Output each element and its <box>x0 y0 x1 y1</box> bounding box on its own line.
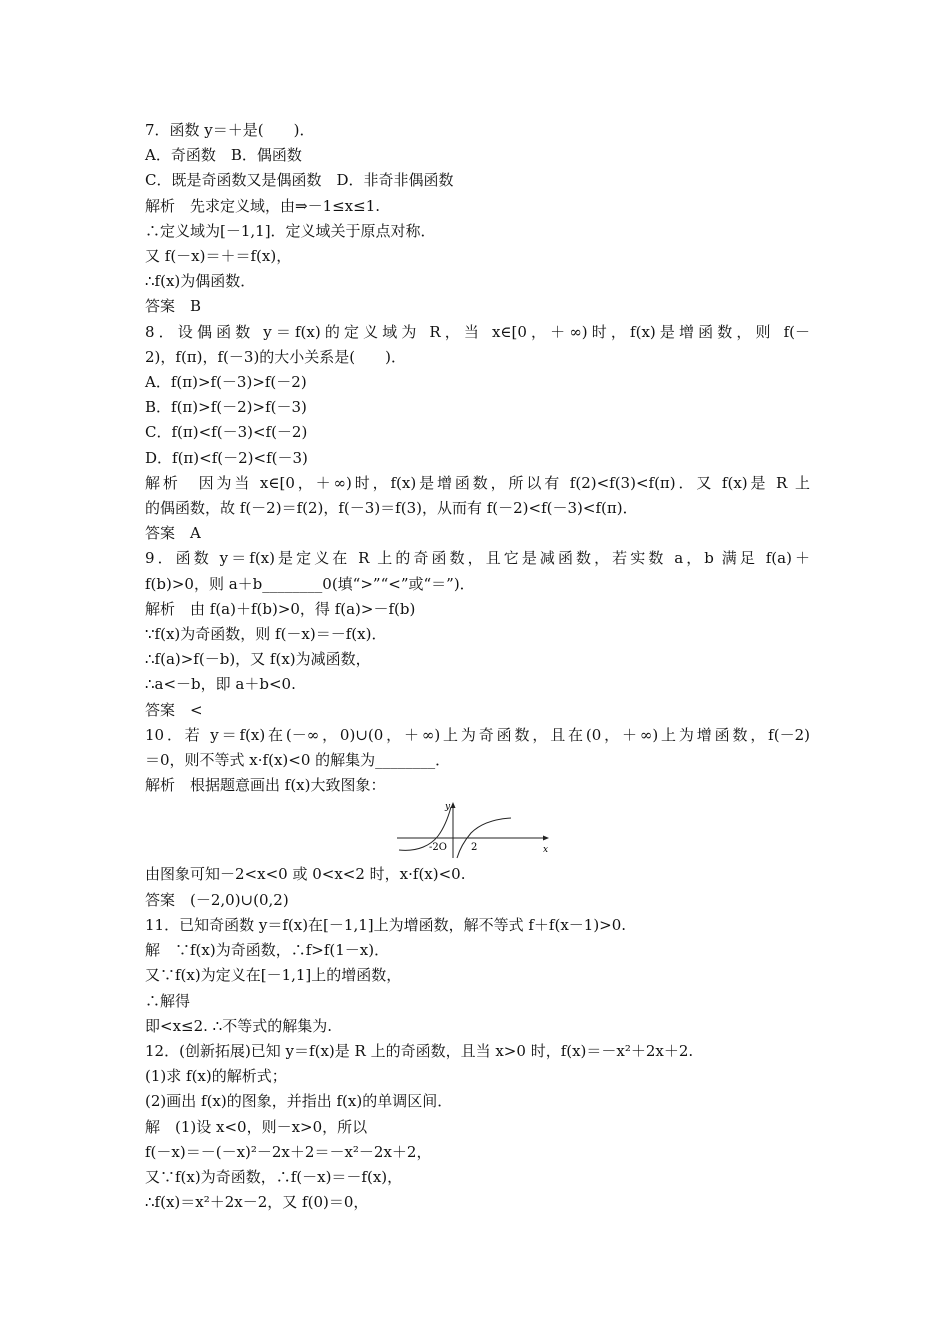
text-line: 解析 根据题意画出 f(x)大致图象： <box>145 776 386 795</box>
text-line: 解析 由 f(a)＋f(b)>0，得 f(a)>－f(b) <box>145 599 416 618</box>
y-axis-label: y <box>445 802 451 813</box>
text-line: 10．若 y＝f(x)在(－∞，0)∪(0，＋∞)上为奇函数，且在(0，＋∞)上为增函数，f(－2) <box>145 725 810 744</box>
text-line: 答案 (－2,0)∪(0,2) <box>145 890 289 909</box>
text-line: ∴定义域为[－1,1]．定义域关于原点对称． <box>145 221 436 240</box>
text-line: D．f(π)<f(－2)<f(－3) <box>145 448 308 467</box>
x-axis-label: x <box>543 845 549 856</box>
text-line: C．f(π)<f(－3)<f(－2) <box>145 423 308 442</box>
text-line: ∴解得 <box>145 991 191 1010</box>
text-block-part1 <box>145 118 810 798</box>
text-line: (2)画出 f(x)的图象，并指出 f(x)的单调区间． <box>145 1092 453 1111</box>
text-line: 7．函数 y＝＋是( )． <box>145 121 315 139</box>
text-block-part2 <box>145 862 810 1215</box>
text-line: ＝0，则不等式 x·f(x)<0 的解集为________． <box>145 751 451 770</box>
function-graph <box>393 800 553 860</box>
text-line: C．既是奇函数又是偶函数 D．非奇非偶函数 <box>145 171 454 190</box>
text-line: 即<x≤2. ∴不等式的解集为. <box>145 1016 332 1035</box>
text-line: 12．(创新拓展)已知 y＝f(x)是 R 上的奇函数，且当 x>0 时，f(x)＝－x²＋2x＋2. <box>145 1041 694 1060</box>
tick-label-2: 2 <box>471 842 478 854</box>
x-axis-arrow <box>543 836 549 841</box>
text-line: 解 ∵f(x)为奇函数，∴f>f(1－x)． <box>145 941 390 960</box>
text-line: f(b)>0，则 a＋b________0(填“>”“<”或“＝”)． <box>145 574 475 593</box>
text-line: ∴a<－b，即 a＋b<0. <box>145 675 296 694</box>
text-line: f(－x)＝－(－x)²－2x＋2＝－x²－2x＋2， <box>145 1142 432 1161</box>
text-line: 11．已知奇函数 y＝f(x)在[－1,1]上为增函数，解不等式 f＋f(x－1)>0. <box>145 915 627 934</box>
text-line: 解析 先求定义域，由⇒－1≤x≤1. <box>145 196 381 215</box>
text-line: ∵f(x)为奇函数，则 f(－x)＝－f(x)． <box>145 625 387 644</box>
text-line: 的偶函数，故 f(－2)＝f(2)，f(－3)＝f(3)，从而有 f(－2)<f(－3)<f(π)． <box>145 499 638 518</box>
text-line: 又∵f(x)为奇函数，∴f(－x)＝－f(x)， <box>145 1167 403 1186</box>
text-line: A．f(π)>f(－3)>f(－2) <box>145 373 307 392</box>
text-line: B．f(π)>f(－2)>f(－3) <box>145 398 307 417</box>
text-line: ∴f(x)为偶函数． <box>145 272 256 291</box>
function-graph-figure <box>145 800 810 862</box>
text-line: 答案 A <box>145 524 201 543</box>
text-line: 8．设偶函数 y＝f(x)的定义域为 R，当 x∈[0，＋∞)时，f(x)是增函数，则 f(－ <box>145 322 810 341</box>
text-line: 答案 < <box>145 700 203 719</box>
text-line: 由图象可知－2<x<0 或 0<x<2 时，x·f(x)<0. <box>145 865 466 884</box>
text-line: A．奇函数 B．偶函数 <box>145 146 302 165</box>
text-line: ∴f(a)>f(－b)，又 f(x)为减函数， <box>145 650 371 669</box>
text-line: (1)求 f(x)的解析式； <box>145 1067 287 1086</box>
text-line: 又∵f(x)为定义在[－1,1]上的增函数， <box>145 966 402 985</box>
text-line: ∴f(x)＝x²＋2x－2，又 f(0)＝0， <box>145 1193 369 1212</box>
text-line: 解析 因为当 x∈[0，＋∞)时，f(x)是增函数，所以有 f(2)<f(3)<f(π)．又 f(x)是 R 上 <box>145 473 810 492</box>
text-line: 解 (1)设 x<0，则－x>0，所以 <box>145 1117 368 1136</box>
text-line: 答案 B <box>145 297 202 316</box>
text-line: 2)，f(π)，f(－3)的大小关系是( )． <box>145 347 407 366</box>
text-line: 9．函数 y＝f(x)是定义在 R 上的奇函数，且它是减函数，若实数 a，b 满足 f(a)＋ <box>145 549 810 568</box>
text-line: 又 f(－x)＝＋＝f(x)， <box>145 247 292 266</box>
document-page <box>145 118 810 1215</box>
origin-label: -2O <box>429 842 447 854</box>
